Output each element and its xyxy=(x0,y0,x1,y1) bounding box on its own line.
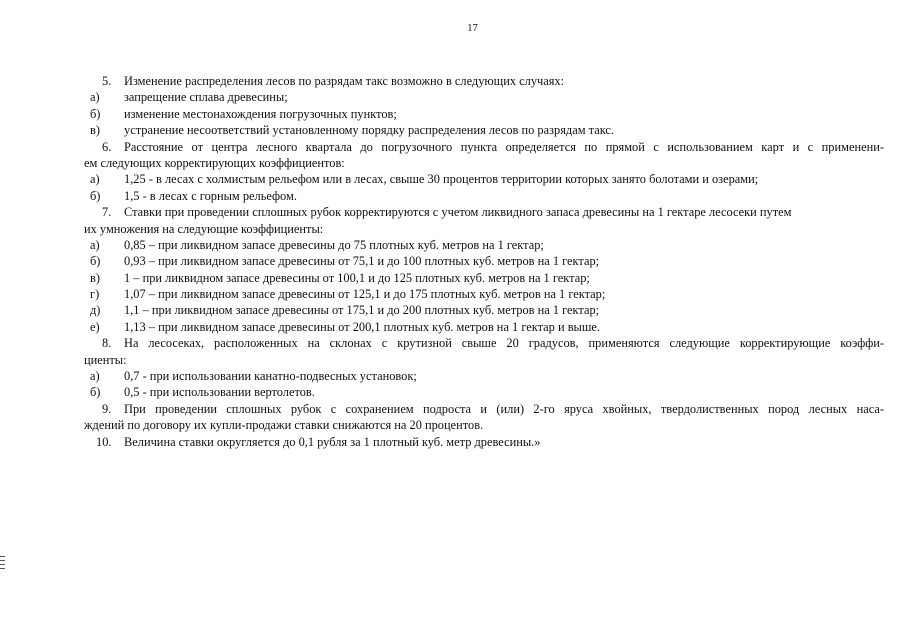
list-item-text: 1,07 – при ликвидном запасе древесины от 125,1 и до 175 плотных куб. метров на 1 гектар; xyxy=(124,287,606,302)
paragraph-text: На лесосеках, расположенных на склонах с крутизной свыше 20 градусов, применяются следующие корректирующие коэффи- xyxy=(124,336,884,351)
paragraph-number: 9. xyxy=(102,401,112,416)
list-item xyxy=(84,286,884,302)
list-item-text: 0,7 - при использовании канатно-подвесных установок; xyxy=(124,369,417,384)
numbered-paragraph xyxy=(84,335,884,351)
paragraph-continuation xyxy=(84,352,884,368)
list-item xyxy=(84,384,884,400)
paragraph-text: Изменение распределения лесов по разрядам такс возможно в следующих случаях: xyxy=(124,74,565,88)
list-marker: а) xyxy=(90,90,100,105)
paragraph-continuation xyxy=(84,221,884,237)
list-item-text: 0,5 - при использовании вертолетов. xyxy=(124,385,315,400)
numbered-paragraph xyxy=(84,401,884,417)
numbered-paragraph xyxy=(84,434,884,450)
paragraph-text: Ставки при проведении сплошных рубок корректируются с учетом ликвидного запаса древесины на 1 гектаре лесосеки путем xyxy=(124,205,792,220)
paragraph-text: их умножения на следующие коэффициенты: xyxy=(84,221,324,236)
list-marker: а) xyxy=(90,369,100,384)
list-item xyxy=(84,270,884,286)
list-item xyxy=(84,237,884,253)
paragraph-text: ждений по договору их купли-продажи ставки снижаются на 20 процентов. xyxy=(84,418,484,433)
list-item xyxy=(84,106,884,122)
paragraph-text: циенты: xyxy=(84,352,127,367)
list-item xyxy=(84,319,884,335)
edge-marks xyxy=(0,556,6,572)
paragraph-number: 5. xyxy=(102,74,112,88)
list-item-text: 1,5 - в лесах с горным рельефом. xyxy=(124,188,297,203)
list-marker: а) xyxy=(90,172,100,187)
list-item xyxy=(84,188,884,204)
numbered-paragraph xyxy=(84,204,884,220)
list-item xyxy=(84,253,884,269)
paragraph-text: При проведении сплошных рубок с сохранением подроста и (или) 2-го яруса хвойных, твердолиственных пород лесных наса- xyxy=(124,401,884,416)
numbered-paragraph xyxy=(84,139,884,155)
paragraph-continuation xyxy=(84,155,884,171)
paragraph-text: ем следующих корректирующих коэффициентов: xyxy=(84,155,345,170)
list-item-text: 0,93 – при ликвидном запасе древесины от 75,1 и до 100 плотных куб. метров на 1 гектар; xyxy=(124,254,600,269)
list-item-text: 0,85 – при ликвидном запасе древесины до 75 плотных куб. метров на 1 гектар; xyxy=(124,237,544,252)
list-marker: е) xyxy=(90,319,100,334)
numbered-paragraph xyxy=(84,73,884,89)
list-item-text: 1 – при ликвидном запасе древесины от 100,1 и до 125 плотных куб. метров на 1 гектар; xyxy=(124,270,590,285)
list-marker: в) xyxy=(90,123,100,138)
list-item xyxy=(84,302,884,318)
document-body xyxy=(84,73,884,450)
paragraph-number: 10. xyxy=(96,434,112,449)
list-marker: б) xyxy=(90,188,101,203)
list-item-text: 1,13 – при ликвидном запасе древесины от 200,1 плотных куб. метров на 1 гектар и выше. xyxy=(124,319,601,334)
list-item-text: 1,25 - в лесах с холмистым рельефом или в лесах, свыше 30 процентов территории которых занято болотами и озерами; xyxy=(124,172,759,187)
list-marker: д) xyxy=(90,303,101,318)
list-item xyxy=(84,122,884,138)
list-item-text: 1,1 – при ликвидном запасе древесины от 175,1 и до 200 плотных куб. метров на 1 гектар; xyxy=(124,303,600,318)
paragraph-text: Величина ставки округляется до 0,1 рубля за 1 плотный куб. метр древесины.» xyxy=(124,434,541,449)
list-marker: а) xyxy=(90,237,100,252)
list-item xyxy=(84,89,884,105)
paragraph-number: 8. xyxy=(102,336,112,351)
list-marker: б) xyxy=(90,254,101,269)
paragraph-text: Расстояние от центра лесного квартала до погрузочного пункта определяется по прямой с использованием карт и с применени- xyxy=(124,139,884,154)
paragraph-continuation xyxy=(84,417,884,433)
list-item xyxy=(84,368,884,384)
list-item-text: запрещение сплава древесины; xyxy=(124,90,288,105)
list-item-text: изменение местонахождения погрузочных пунктов; xyxy=(124,106,397,121)
list-marker: в) xyxy=(90,270,100,285)
list-marker: б) xyxy=(90,385,101,400)
list-item-text: устранение несоответствий установленному порядку распределения лесов по разрядам такс. xyxy=(124,123,615,138)
list-marker: б) xyxy=(90,106,101,121)
page-number: 17 xyxy=(467,23,478,34)
list-marker: г) xyxy=(90,287,100,302)
paragraph-number: 7. xyxy=(102,205,112,220)
list-item xyxy=(84,171,884,187)
paragraph-number: 6. xyxy=(102,139,112,154)
